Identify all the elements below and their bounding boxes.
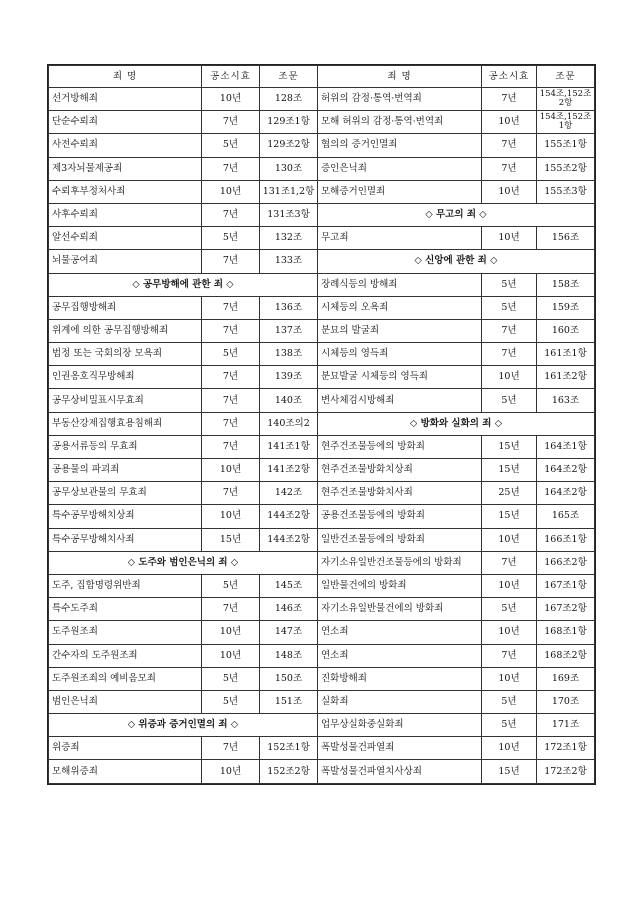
article-reference: 164조2항: [537, 459, 595, 482]
limitation-period: 10년: [202, 459, 260, 482]
crime-name: 위증죄: [49, 737, 202, 760]
crime-name: 간수자의 도주원조죄: [49, 644, 202, 667]
article-reference: 144조2항: [260, 528, 318, 551]
limitation-period: 15년: [482, 505, 537, 528]
limitation-period: 10년: [482, 111, 537, 134]
table-row: [49, 273, 595, 296]
table-row: [49, 227, 595, 250]
limitation-period: 7년: [202, 296, 260, 319]
article-reference: 145조: [260, 574, 318, 597]
article-reference: 166조1항: [537, 528, 595, 551]
article-reference: 152조1항: [260, 737, 318, 760]
crime-name: 도주원조죄의 예비음모죄: [49, 667, 202, 690]
table-row: [49, 111, 595, 134]
limitation-period: 15년: [482, 760, 537, 783]
crime-name: 시체등의 영득죄: [318, 343, 482, 366]
limitation-period: 7년: [482, 88, 537, 111]
table-row: [49, 482, 595, 505]
crime-name: 공용물의 파괴죄: [49, 459, 202, 482]
limitation-period: 7년: [202, 250, 260, 273]
article-reference: 131조3항: [260, 203, 318, 226]
article-reference: 147조: [260, 621, 318, 644]
article-reference: 172조2항: [537, 760, 595, 783]
limitation-period: 7년: [202, 319, 260, 342]
limitation-period: 10년: [482, 366, 537, 389]
limitation-period: 10년: [202, 621, 260, 644]
article-reference: 161조2항: [537, 366, 595, 389]
article-reference: 165조: [537, 505, 595, 528]
crime-name: 일반건조물등에의 방화죄: [318, 528, 482, 551]
limitation-period: 15년: [202, 528, 260, 551]
crime-name: 무고죄: [318, 227, 482, 250]
limitation-period: 7년: [202, 157, 260, 180]
limitation-period: 10년: [202, 644, 260, 667]
crime-name: 허위의 감정·통역·번역죄: [318, 88, 482, 111]
article-reference: 161조1항: [537, 343, 595, 366]
limitation-period: 7년: [482, 644, 537, 667]
article-reference: 146조: [260, 598, 318, 621]
limitation-period: 10년: [202, 180, 260, 203]
table-row: [49, 714, 595, 737]
article-reference: 132조: [260, 227, 318, 250]
limitation-period: 7년: [482, 343, 537, 366]
article-reference: 151조: [260, 690, 318, 713]
section-header: ◇ 위증과 증거인멸의 죄 ◇: [49, 714, 318, 737]
table-row: [49, 343, 595, 366]
table-row: [49, 667, 595, 690]
table-row: [49, 760, 595, 783]
crime-name: 증인은닉죄: [318, 157, 482, 180]
crime-name: 도주원조죄: [49, 621, 202, 644]
crime-name: 수뢰후부정처사죄: [49, 180, 202, 203]
limitation-period: 15년: [482, 459, 537, 482]
crime-name: 폭발성물건파열죄: [318, 737, 482, 760]
article-reference: 155조2항: [537, 157, 595, 180]
crime-name: 진화방해죄: [318, 667, 482, 690]
limitation-period: 5년: [202, 690, 260, 713]
limitation-period: 10년: [202, 760, 260, 783]
limitation-period: 10년: [202, 88, 260, 111]
table-row: [49, 598, 595, 621]
crime-name: 현주건조물방화치상죄: [318, 459, 482, 482]
crime-name: 협의의 증거인멸죄: [318, 134, 482, 157]
statute-of-limitations-table: [47, 64, 596, 785]
section-header: ◇ 방화와 실화의 죄 ◇: [318, 412, 595, 435]
crime-name: 현주건조물방화치사죄: [318, 482, 482, 505]
limitation-period: 15년: [482, 435, 537, 458]
article-reference: 168조2항: [537, 644, 595, 667]
table-row: [49, 296, 595, 319]
crime-name: 뇌물공여죄: [49, 250, 202, 273]
table-row: [49, 551, 595, 574]
crime-name: 공용서류등의 무효죄: [49, 435, 202, 458]
article-reference: 160조: [537, 319, 595, 342]
table-row: [49, 644, 595, 667]
article-reference: 155조1항: [537, 134, 595, 157]
article-reference: 148조: [260, 644, 318, 667]
table-row: [49, 366, 595, 389]
crime-name: 특수공무방해치사죄: [49, 528, 202, 551]
crime-name: 연소죄: [318, 621, 482, 644]
table-row: [49, 134, 595, 157]
table-row: [49, 157, 595, 180]
limitation-period: 7년: [202, 598, 260, 621]
crime-name: 위계에 의한 공무집행방해죄: [49, 319, 202, 342]
crime-name: 실화죄: [318, 690, 482, 713]
limitation-period: 5년: [482, 598, 537, 621]
crime-name: 사전수뢰죄: [49, 134, 202, 157]
crime-name: 폭발성물건파열치사상죄: [318, 760, 482, 783]
article-reference: 167조1항: [537, 574, 595, 597]
table-header-row: [49, 66, 595, 88]
limitation-period: 10년: [482, 574, 537, 597]
limitation-period: 7년: [202, 111, 260, 134]
crime-name: 분묘발굴 시체등의 영득죄: [318, 366, 482, 389]
limitation-period: 5년: [482, 273, 537, 296]
limitation-period: 7년: [482, 134, 537, 157]
limitation-period: 5년: [202, 134, 260, 157]
table-row: [49, 435, 595, 458]
article-reference: 141조1항: [260, 435, 318, 458]
crime-table: [48, 65, 595, 784]
crime-name: 단순수뢰죄: [49, 111, 202, 134]
crime-name: 업무상실화중실화죄: [318, 714, 482, 737]
crime-name: 도주, 집합명령위반죄: [49, 574, 202, 597]
table-row: [49, 180, 595, 203]
article-reference: 166조2항: [537, 551, 595, 574]
article-reference: 159조: [537, 296, 595, 319]
article-reference: 150조: [260, 667, 318, 690]
crime-name: 제3자뇌물제공죄: [49, 157, 202, 180]
table-row: [49, 621, 595, 644]
limitation-period: 25년: [482, 482, 537, 505]
crime-name: 특수도주죄: [49, 598, 202, 621]
crime-name: 알선수뢰죄: [49, 227, 202, 250]
crime-name: 분묘의 발굴죄: [318, 319, 482, 342]
limitation-period: 5년: [482, 296, 537, 319]
crime-name: 자기소유일반건조물등에의 방화죄: [318, 551, 482, 574]
table-row: [49, 737, 595, 760]
limitation-period: 5년: [202, 227, 260, 250]
article-reference: 171조: [537, 714, 595, 737]
table-row: [49, 690, 595, 713]
section-header: ◇ 신앙에 관한 죄 ◇: [318, 250, 595, 273]
header-article: 조문: [260, 66, 318, 88]
table-row: [49, 250, 595, 273]
limitation-period: 7년: [482, 319, 537, 342]
article-reference: 154조,152조2항: [537, 88, 595, 111]
article-reference: 128조: [260, 88, 318, 111]
article-reference: 129조1항: [260, 111, 318, 134]
crime-name: 연소죄: [318, 644, 482, 667]
section-header: ◇ 무고의 죄 ◇: [318, 203, 595, 226]
crime-name: 공무상비밀표시무효죄: [49, 389, 202, 412]
limitation-period: 7년: [202, 389, 260, 412]
table-row: [49, 203, 595, 226]
article-reference: 167조2항: [537, 598, 595, 621]
crime-name: 변사체검시방해죄: [318, 389, 482, 412]
crime-name: 특수공무방해치상죄: [49, 505, 202, 528]
article-reference: 130조: [260, 157, 318, 180]
table-row: [49, 389, 595, 412]
limitation-period: 10년: [482, 528, 537, 551]
table-row: [49, 528, 595, 551]
crime-name: 자기소유일반물건에의 방화죄: [318, 598, 482, 621]
limitation-period: 5년: [482, 690, 537, 713]
limitation-period: 7년: [202, 203, 260, 226]
limitation-period: 7년: [482, 551, 537, 574]
article-reference: 142조: [260, 482, 318, 505]
article-reference: 137조: [260, 319, 318, 342]
table-row: [49, 574, 595, 597]
article-reference: 139조: [260, 366, 318, 389]
article-reference: 172조1항: [537, 737, 595, 760]
limitation-period: 5년: [482, 714, 537, 737]
limitation-period: 5년: [202, 667, 260, 690]
crime-name: 공용건조물등에의 방화죄: [318, 505, 482, 528]
article-reference: 131조1,2항: [260, 180, 318, 203]
crime-name: 모해위증죄: [49, 760, 202, 783]
limitation-period: 7년: [202, 412, 260, 435]
limitation-period: 7년: [202, 482, 260, 505]
article-reference: 140조의2: [260, 412, 318, 435]
article-reference: 133조: [260, 250, 318, 273]
header-article: 조문: [537, 66, 595, 88]
crime-name: 선거방해죄: [49, 88, 202, 111]
header-limitation-period: 공소시효: [202, 66, 260, 88]
crime-name: 인권옹호직무방해죄: [49, 366, 202, 389]
limitation-period: 7년: [202, 435, 260, 458]
article-reference: 169조: [537, 667, 595, 690]
crime-name: 공무집행방해죄: [49, 296, 202, 319]
crime-name: 법정 또는 국회의장 모욕죄: [49, 343, 202, 366]
limitation-period: 10년: [482, 180, 537, 203]
table-row: [49, 88, 595, 111]
limitation-period: 10년: [202, 505, 260, 528]
article-reference: 163조: [537, 389, 595, 412]
crime-name: 공무상보관물의 무효죄: [49, 482, 202, 505]
crime-name: 일반물건에의 방화죄: [318, 574, 482, 597]
limitation-period: 10년: [482, 621, 537, 644]
crime-name: 사후수뢰죄: [49, 203, 202, 226]
table-row: [49, 459, 595, 482]
crime-name: 범인은닉죄: [49, 690, 202, 713]
article-reference: 154조,152조1항: [537, 111, 595, 134]
header-crime-name: 죄 명: [49, 66, 202, 88]
article-reference: 164조2항: [537, 482, 595, 505]
article-reference: 168조1항: [537, 621, 595, 644]
limitation-period: 7년: [482, 157, 537, 180]
article-reference: 152조2항: [260, 760, 318, 783]
limitation-period: 7년: [202, 366, 260, 389]
article-reference: 140조: [260, 389, 318, 412]
crime-name: 모해 허위의 감정·통역·번역죄: [318, 111, 482, 134]
crime-name: 시체등의 오욕죄: [318, 296, 482, 319]
limitation-period: 5년: [482, 389, 537, 412]
crime-name: 부동산강제집행효용침해죄: [49, 412, 202, 435]
table-row: [49, 412, 595, 435]
limitation-period: 10년: [482, 227, 537, 250]
limitation-period: 5년: [202, 574, 260, 597]
article-reference: 164조1항: [537, 435, 595, 458]
section-header: ◇ 도주와 범인은닉의 죄 ◇: [49, 551, 318, 574]
limitation-period: 5년: [202, 343, 260, 366]
header-limitation-period: 공소시효: [482, 66, 537, 88]
article-reference: 170조: [537, 690, 595, 713]
article-reference: 138조: [260, 343, 318, 366]
section-header: ◇ 공무방해에 관한 죄 ◇: [49, 273, 318, 296]
crime-name: 모해증거인멸죄: [318, 180, 482, 203]
article-reference: 156조: [537, 227, 595, 250]
crime-name: 현주건조물등에의 방화죄: [318, 435, 482, 458]
article-reference: 136조: [260, 296, 318, 319]
table-row: [49, 319, 595, 342]
article-reference: 141조2항: [260, 459, 318, 482]
limitation-period: 10년: [482, 737, 537, 760]
header-crime-name: 죄 명: [318, 66, 482, 88]
article-reference: 155조3항: [537, 180, 595, 203]
table-row: [49, 505, 595, 528]
limitation-period: 10년: [482, 667, 537, 690]
article-reference: 144조2항: [260, 505, 318, 528]
limitation-period: 7년: [202, 737, 260, 760]
article-reference: 158조: [537, 273, 595, 296]
crime-name: 장례식등의 방해죄: [318, 273, 482, 296]
article-reference: 129조2항: [260, 134, 318, 157]
